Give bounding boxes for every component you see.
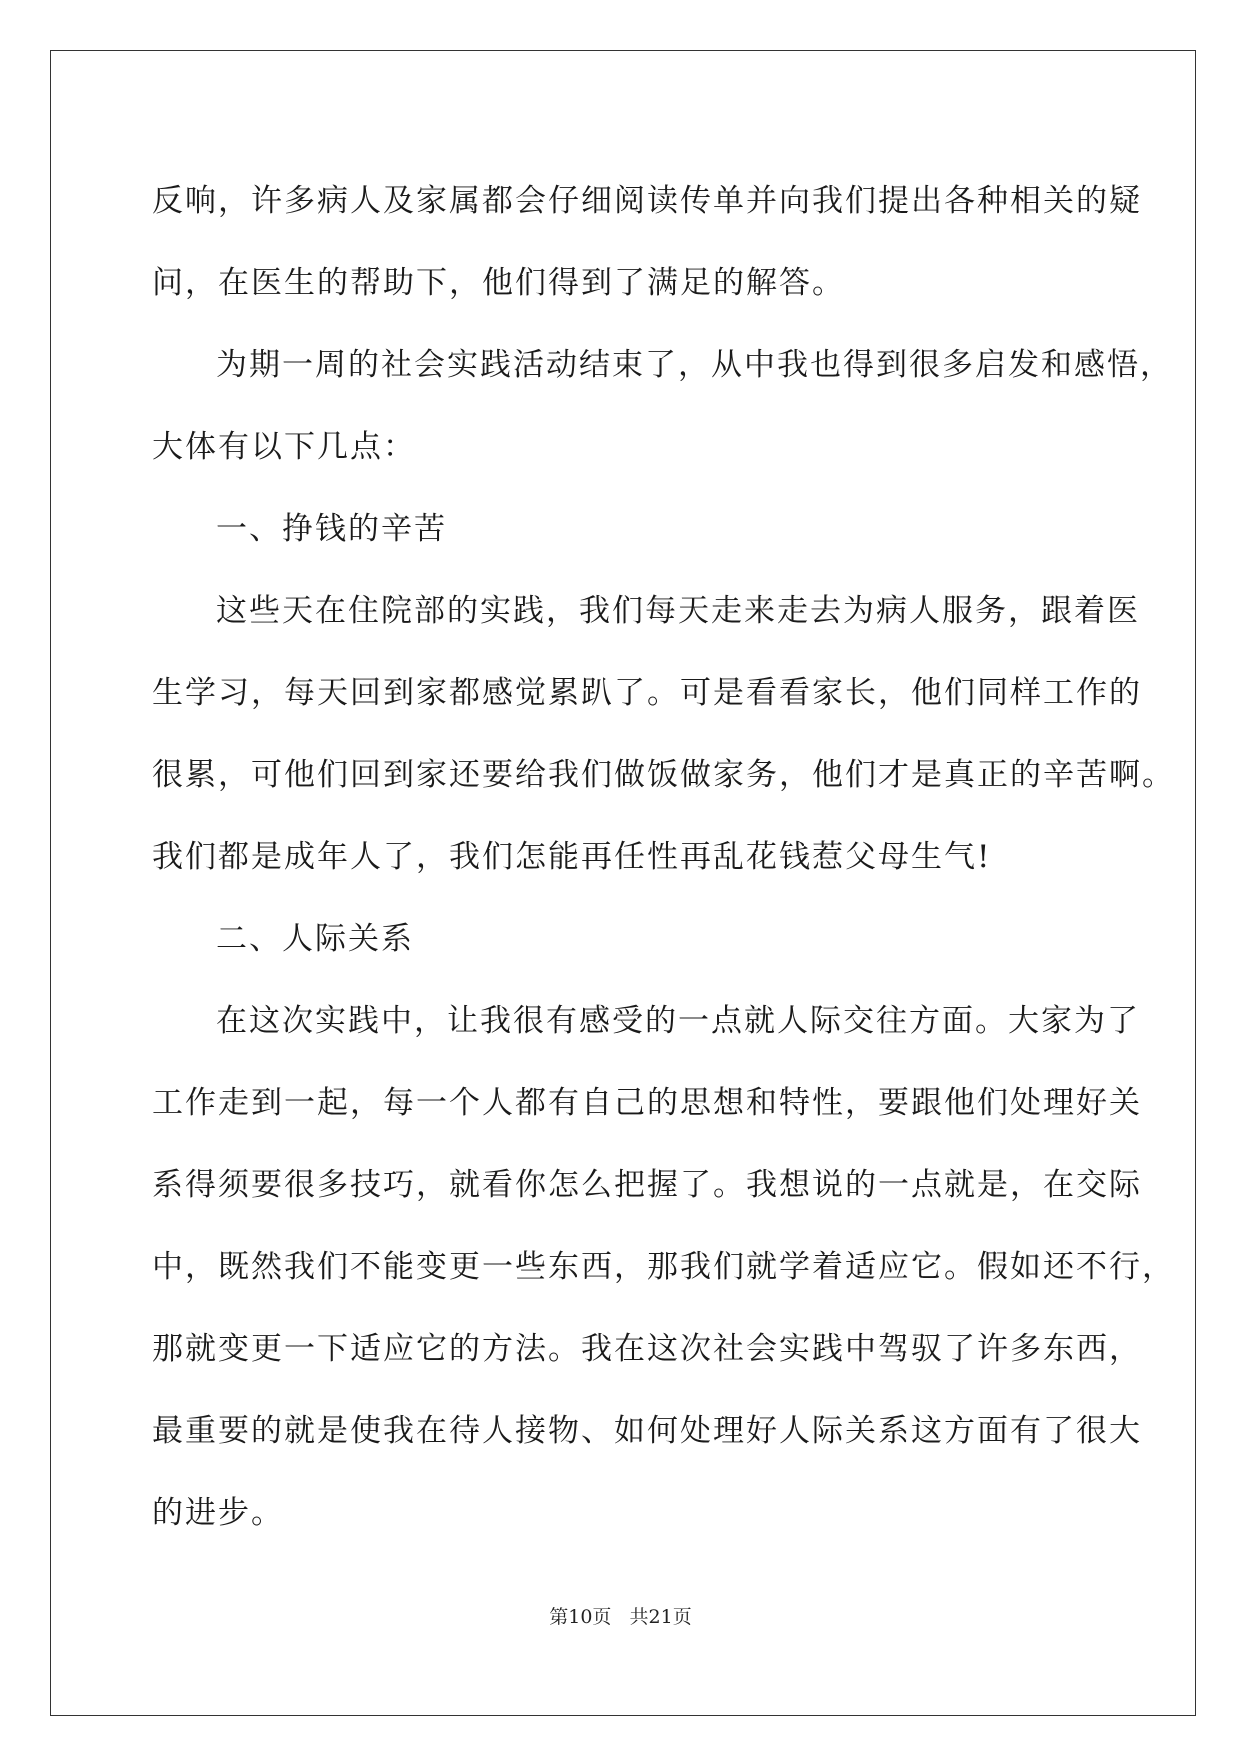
text-line: 问，在医生的帮助下，他们得到了满足的解答。 [152, 265, 845, 301]
text-line: 的进步。 [152, 1495, 284, 1531]
text-line: 反响，许多病人及家属都会仔细阅读传单并向我们提出各种相关的疑 [152, 183, 1142, 219]
section-heading: 一、挣钱的辛苦 [216, 511, 447, 547]
section-heading: 二、人际关系 [216, 921, 414, 957]
text-line: 很累，可他们回到家还要给我们做饭做家务，他们才是真正的辛苦啊。 [152, 757, 1175, 793]
text-line: 生学习，每天回到家都感觉累趴了。可是看看家长，他们同样工作的 [152, 675, 1142, 711]
text-line: 最重要的就是使我在待人接物、如何处理好人际关系这方面有了很大 [152, 1413, 1142, 1449]
text-line: 在这次实践中，让我很有感受的一点就人际交往方面。大家为了 [216, 1003, 1140, 1039]
text-line: 大体有以下几点： [152, 429, 416, 465]
text-line: 工作走到一起，每一个人都有自己的思想和特性，要跟他们处理好关 [152, 1085, 1142, 1121]
text-line: 那就变更一下适应它的方法。我在这次社会实践中驾驭了许多东西， [152, 1331, 1142, 1367]
text-line: 为期一周的社会实践活动结束了，从中我也得到很多启发和感悟， [216, 347, 1173, 383]
document-body [152, 160, 1175, 1554]
text-line: 这些天在住院部的实践，我们每天走来走去为病人服务，跟着医 [216, 593, 1140, 629]
text-line: 系得须要很多技巧，就看你怎么把握了。我想说的一点就是，在交际 [152, 1167, 1142, 1203]
page-number-footer: 第10页 共21页 [549, 1606, 692, 1628]
text-line: 中，既然我们不能变更一些东西，那我们就学着适应它。假如还不行， [152, 1249, 1175, 1285]
text-line: 我们都是成年人了，我们怎能再任性再乱花钱惹父母生气! [152, 839, 992, 875]
